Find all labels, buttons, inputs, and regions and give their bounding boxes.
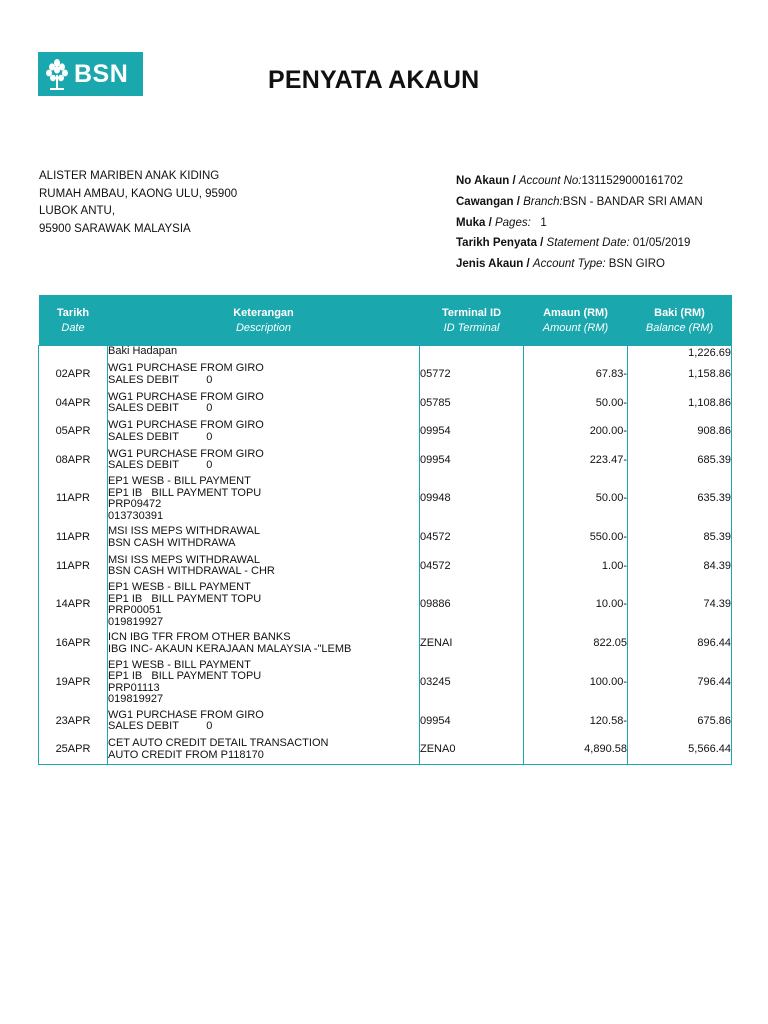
info-label: No Akaun / [456,175,519,187]
row-description [108,389,420,418]
info-label-en: Account Type: [532,258,606,271]
row-description [108,552,420,581]
row-balance: 1,226.69 [628,346,732,361]
row-date: 16APR [39,630,108,659]
description-line: EP1 IB BILL PAYMENT TOPU [108,592,262,605]
header-amount: Amaun (RM) Amount (RM) [542,306,609,334]
info-value: BSN - BANDAR SRI AMAN [562,195,703,208]
row-amount: 10.00- [524,581,628,630]
header-description: Keterangan Description [233,306,294,334]
row-balance: 635.39 [628,475,732,524]
account-info [456,171,703,275]
row-terminal-id: 04572 [420,552,524,581]
row-amount: 100.00- [524,658,628,707]
row-terminal-id: 05772 [420,361,524,390]
bsn-logo [38,52,143,96]
description-line: SALES DEBIT 0 [108,402,213,415]
tree-logo-icon [44,57,70,91]
row-balance: 796.44 [628,658,732,707]
description-line: EP1 WESB - BILL PAYMENT [108,658,251,671]
statement-date-row [456,233,703,254]
row-date: 05APR [39,418,108,447]
row-description [108,524,420,553]
description-line: 013730391 [108,509,164,522]
row-terminal-id: 03245 [420,658,524,707]
description-line: EP1 IB BILL PAYMENT TOPU [108,670,262,682]
description-line: SALES DEBIT 0 [108,459,213,472]
table-row [39,630,732,659]
header-terminal-id: Terminal ID ID Terminal [441,306,502,334]
description-line: CET AUTO CREDIT DETAIL TRANSACTION [108,737,329,749]
row-date: 19APR [39,658,108,707]
description-line: WG1 PURCHASE FROM GIRO [108,447,264,460]
table-row [39,658,732,707]
row-date: 14APR [39,581,108,630]
description-line: MSI ISS MEPS WITHDRAWAL [108,525,260,538]
description-line: EP1 WESB - BILL PAYMENT [108,581,251,593]
info-value: BSN GIRO [605,258,665,271]
description-line: WG1 PURCHASE FROM GIRO [108,708,264,721]
row-terminal-id: 09954 [420,418,524,447]
row-terminal-id [420,346,524,361]
table-row [39,552,732,581]
row-description [108,630,420,659]
row-terminal-id: 05785 [420,389,524,418]
row-date: 23APR [39,707,108,736]
info-label: Cawangan / [456,195,524,208]
info-label-en: Statement Date: [546,237,630,250]
row-amount: 4,890.58 [524,736,628,765]
row-terminal-id: 09954 [420,707,524,736]
account-type-row [456,254,703,275]
description-line: IBG INC- AKAUN KERAJAAN MALAYSIA -"LEMB [108,642,352,655]
row-balance: 675.86 [628,707,732,736]
row-description [108,581,420,630]
description-line: MSI ISS MEPS WITHDRAWAL [108,553,260,566]
row-description [108,418,420,447]
row-date: 25APR [39,736,108,765]
logo-text: BSN [74,59,129,88]
row-balance: 685.39 [628,446,732,475]
row-terminal-id: 09886 [420,581,524,630]
row-amount [524,346,628,361]
description-line: SALES DEBIT 0 [108,720,213,733]
row-amount: 1.00- [524,552,628,581]
row-terminal-id: ZENA0 [420,736,524,765]
row-amount: 822.05 [524,630,628,659]
info-label-en: Pages: [494,216,531,229]
row-terminal-id: ZENAI [420,630,524,659]
description-line: PRP00051 [108,604,162,616]
page-title: PENYATA AKAUN [268,66,480,94]
info-value: 01/05/2019 [629,237,691,250]
row-amount: 50.00- [524,389,628,418]
row-amount: 67.83- [524,361,628,390]
description-line: 019819927 [108,615,164,628]
table-row [39,361,732,390]
address-line: RUMAH AMBAU, KAONG ULU, 95900 [39,187,238,200]
row-description [108,446,420,475]
info-label: Jenis Akaun / [456,258,533,271]
row-date [39,346,108,361]
info-label-en: Account No: [518,175,582,187]
row-amount: 200.00- [524,418,628,447]
row-balance: 84.39 [628,552,732,581]
branch-row [456,192,703,213]
row-balance: 74.39 [628,581,732,630]
row-date: 11APR [39,552,108,581]
description-line: WG1 PURCHASE FROM GIRO [108,390,264,403]
info-label: Tarikh Penyata / [456,237,547,250]
table-row [39,581,732,630]
header-date: Tarikh Date [56,306,90,334]
row-date: 11APR [39,475,108,524]
description-line: EP1 IB BILL PAYMENT TOPU [108,486,262,499]
info-value: 1 [530,216,547,229]
row-amount: 550.00- [524,524,628,553]
row-description [108,361,420,390]
table-row [39,446,732,475]
description-line: Baki Hadapan [108,345,178,357]
row-amount: 223.47- [524,446,628,475]
table-body [39,346,732,765]
table-row [39,736,732,765]
row-balance: 908.86 [628,418,732,447]
row-description [108,658,420,707]
info-value: 1311529000161702 [581,175,683,187]
row-balance: 1,158.86 [628,361,732,390]
table-row [39,707,732,736]
pages-row [456,213,703,234]
row-balance: 5,566.44 [628,736,732,765]
description-line: PRP09472 [108,498,162,510]
address-line: LUBOK ANTU, [39,205,116,217]
row-date: 08APR [39,446,108,475]
row-description [108,475,420,524]
row-terminal-id: 09954 [420,446,524,475]
address-line: ALISTER MARIBEN ANAK KIDING [39,170,220,182]
table-row [39,524,732,553]
info-label-en: Branch: [523,195,563,208]
row-description [108,707,420,736]
table-row [39,389,732,418]
row-date: 04APR [39,389,108,418]
transactions-table [38,295,732,765]
description-line: BSN CASH WITHDRAWA [108,536,236,549]
table-header-row [39,295,732,346]
description-line: SALES DEBIT 0 [108,430,213,443]
row-terminal-id: 04572 [420,524,524,553]
row-amount: 120.58- [524,707,628,736]
row-balance: 85.39 [628,524,732,553]
description-line: SALES DEBIT 0 [108,373,213,386]
row-terminal-id: 09948 [420,475,524,524]
header-balance: Baki (RM) Balance (RM) [645,306,714,334]
row-date: 11APR [39,524,108,553]
description-line: BSN CASH WITHDRAWAL - CHR [108,565,275,578]
row-balance: 1,108.86 [628,389,732,418]
address-line: 95900 SARAWAK MALAYSIA [39,222,191,235]
row-amount: 50.00- [524,475,628,524]
description-line: 019819927 [108,693,164,705]
row-balance: 896.44 [628,630,732,659]
description-line: WG1 PURCHASE FROM GIRO [108,362,264,375]
table-row [39,346,732,361]
row-description [108,736,420,765]
account-number-row [456,171,703,192]
description-line: ICN IBG TFR FROM OTHER BANKS [108,631,291,644]
row-description [108,346,420,361]
table-row [39,418,732,447]
description-line: WG1 PURCHASE FROM GIRO [108,419,264,432]
description-line: EP1 WESB - BILL PAYMENT [108,475,251,487]
description-line: PRP01113 [108,681,160,694]
description-line: AUTO CREDIT FROM P118170 [108,748,264,761]
table-row [39,475,732,524]
info-label: Muka / [456,216,495,229]
customer-address [39,168,237,238]
row-date: 02APR [39,361,108,390]
